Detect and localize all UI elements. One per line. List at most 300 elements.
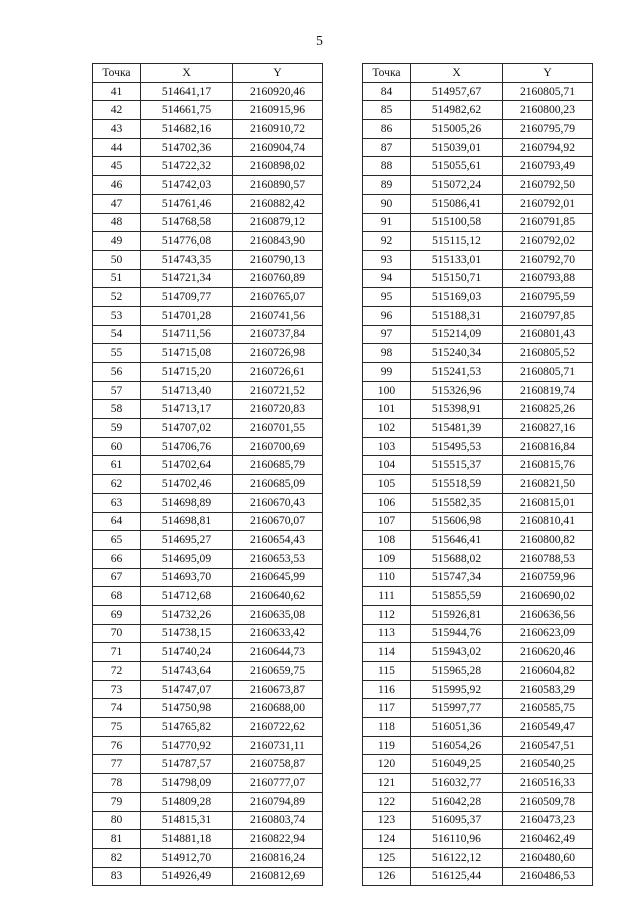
point-number-cell: 57 <box>93 381 141 400</box>
x-coordinate-cell: 514798,09 <box>141 774 233 793</box>
table-row <box>363 120 593 139</box>
x-coordinate-cell: 514715,08 <box>141 344 233 363</box>
table-row <box>363 138 593 157</box>
y-coordinate-cell: 2160653,53 <box>233 549 323 568</box>
point-number-cell: 74 <box>93 699 141 718</box>
table-row <box>93 475 323 494</box>
table-row <box>363 250 593 269</box>
y-coordinate-cell: 2160722,62 <box>233 718 323 737</box>
x-coordinate-cell: 514702,36 <box>141 138 233 157</box>
x-coordinate-cell: 515005,26 <box>411 120 503 139</box>
y-coordinate-cell: 2160549,47 <box>503 718 593 737</box>
point-number-cell: 112 <box>363 605 411 624</box>
x-coordinate-cell: 514912,70 <box>141 848 233 867</box>
x-coordinate-cell: 514881,18 <box>141 830 233 849</box>
point-number-cell: 103 <box>363 437 411 456</box>
y-coordinate-cell: 2160805,52 <box>503 344 593 363</box>
x-coordinate-cell: 514722,32 <box>141 157 233 176</box>
table-row <box>93 662 323 681</box>
x-coordinate-cell: 514957,67 <box>411 82 503 101</box>
point-number-cell: 82 <box>93 848 141 867</box>
y-coordinate-cell: 2160623,09 <box>503 624 593 643</box>
y-coordinate-cell: 2160793,49 <box>503 157 593 176</box>
point-number-cell: 61 <box>93 456 141 475</box>
y-coordinate-cell: 2160700,69 <box>233 437 323 456</box>
point-number-cell: 66 <box>93 549 141 568</box>
y-coordinate-cell: 2160915,96 <box>233 101 323 120</box>
table-row <box>93 157 323 176</box>
point-number-cell: 51 <box>93 269 141 288</box>
x-coordinate-cell: 515747,34 <box>411 568 503 587</box>
table-row <box>363 848 593 867</box>
y-coordinate-cell: 2160462,49 <box>503 830 593 849</box>
point-number-cell: 95 <box>363 288 411 307</box>
table-row <box>363 568 593 587</box>
x-coordinate-cell: 515646,41 <box>411 531 503 550</box>
point-number-cell: 67 <box>93 568 141 587</box>
table-row <box>93 531 323 550</box>
x-coordinate-cell: 515100,58 <box>411 213 503 232</box>
x-coordinate-cell: 515055,61 <box>411 157 503 176</box>
point-number-cell: 101 <box>363 400 411 419</box>
table-row <box>93 624 323 643</box>
x-coordinate-cell: 515481,39 <box>411 419 503 438</box>
point-number-cell: 77 <box>93 755 141 774</box>
y-coordinate-cell: 2160741,56 <box>233 306 323 325</box>
table-row <box>93 363 323 382</box>
y-coordinate-cell: 2160904,74 <box>233 138 323 157</box>
y-coordinate-cell: 2160910,72 <box>233 120 323 139</box>
x-coordinate-cell: 514713,17 <box>141 400 233 419</box>
x-coordinate-cell: 514661,75 <box>141 101 233 120</box>
x-coordinate-cell: 514926,49 <box>141 867 233 886</box>
point-number-cell: 122 <box>363 792 411 811</box>
x-coordinate-cell: 514815,31 <box>141 811 233 830</box>
point-number-cell: 72 <box>93 662 141 681</box>
x-coordinate-cell: 515926,81 <box>411 605 503 624</box>
point-number-cell: 99 <box>363 363 411 382</box>
y-coordinate-cell: 2160843,90 <box>233 232 323 251</box>
y-coordinate-cell: 2160816,24 <box>233 848 323 867</box>
table-row <box>363 437 593 456</box>
x-coordinate-cell: 514711,56 <box>141 325 233 344</box>
x-coordinate-cell: 514706,76 <box>141 437 233 456</box>
x-coordinate-cell: 515072,24 <box>411 176 503 195</box>
y-coordinate-cell: 2160620,46 <box>503 643 593 662</box>
point-number-cell: 124 <box>363 830 411 849</box>
point-number-cell: 115 <box>363 662 411 681</box>
table-row <box>363 549 593 568</box>
table-row <box>93 867 323 886</box>
point-number-cell: 50 <box>93 250 141 269</box>
point-number-cell: 75 <box>93 718 141 737</box>
table-row <box>93 811 323 830</box>
point-number-cell: 52 <box>93 288 141 307</box>
page-number: 5 <box>316 33 323 48</box>
x-coordinate-cell: 515086,41 <box>411 194 503 213</box>
header-y: Y <box>233 64 323 83</box>
y-coordinate-cell: 2160473,23 <box>503 811 593 830</box>
point-number-cell: 45 <box>93 157 141 176</box>
x-coordinate-cell: 514695,27 <box>141 531 233 550</box>
x-coordinate-cell: 516032,77 <box>411 774 503 793</box>
point-number-cell: 87 <box>363 138 411 157</box>
y-coordinate-cell: 2160640,62 <box>233 587 323 606</box>
y-coordinate-cell: 2160791,85 <box>503 213 593 232</box>
header-x: X <box>141 64 233 83</box>
point-number-cell: 109 <box>363 549 411 568</box>
table-row <box>363 101 593 120</box>
x-coordinate-cell: 514761,46 <box>141 194 233 213</box>
point-number-cell: 123 <box>363 811 411 830</box>
y-coordinate-cell: 2160827,16 <box>503 419 593 438</box>
x-coordinate-cell: 514702,46 <box>141 475 233 494</box>
y-coordinate-cell: 2160815,01 <box>503 493 593 512</box>
x-coordinate-cell: 515398,91 <box>411 400 503 419</box>
x-coordinate-cell: 514693,70 <box>141 568 233 587</box>
table-row <box>93 213 323 232</box>
point-number-cell: 76 <box>93 736 141 755</box>
table-row <box>93 755 323 774</box>
point-number-cell: 121 <box>363 774 411 793</box>
x-coordinate-cell: 514715,20 <box>141 363 233 382</box>
y-coordinate-cell: 2160788,53 <box>503 549 593 568</box>
table-row <box>93 587 323 606</box>
table-row <box>363 605 593 624</box>
table-row <box>363 194 593 213</box>
table-row <box>93 419 323 438</box>
table-row <box>93 774 323 793</box>
y-coordinate-cell: 2160635,08 <box>233 605 323 624</box>
y-coordinate-cell: 2160792,01 <box>503 194 593 213</box>
x-coordinate-cell: 514738,15 <box>141 624 233 643</box>
point-number-cell: 70 <box>93 624 141 643</box>
point-number-cell: 102 <box>363 419 411 438</box>
y-coordinate-cell: 2160690,02 <box>503 587 593 606</box>
table-row <box>363 587 593 606</box>
y-coordinate-cell: 2160920,46 <box>233 82 323 101</box>
table-row <box>93 568 323 587</box>
x-coordinate-cell: 516054,26 <box>411 736 503 755</box>
table-row <box>363 811 593 830</box>
point-number-cell: 53 <box>93 306 141 325</box>
y-coordinate-cell: 2160794,92 <box>503 138 593 157</box>
table-row <box>363 288 593 307</box>
point-number-cell: 63 <box>93 493 141 512</box>
x-coordinate-cell: 515965,28 <box>411 662 503 681</box>
x-coordinate-cell: 515995,92 <box>411 680 503 699</box>
point-number-cell: 113 <box>363 624 411 643</box>
point-number-cell: 117 <box>363 699 411 718</box>
table-row <box>93 493 323 512</box>
table-row <box>93 325 323 344</box>
table-row <box>93 176 323 195</box>
point-number-cell: 92 <box>363 232 411 251</box>
x-coordinate-cell: 516125,44 <box>411 867 503 886</box>
y-coordinate-cell: 2160793,88 <box>503 269 593 288</box>
table-row <box>363 176 593 195</box>
x-coordinate-cell: 515944,76 <box>411 624 503 643</box>
x-coordinate-cell: 515943,02 <box>411 643 503 662</box>
table-row <box>93 699 323 718</box>
point-number-cell: 84 <box>363 82 411 101</box>
x-coordinate-cell: 514698,89 <box>141 493 233 512</box>
x-coordinate-cell: 514747,07 <box>141 680 233 699</box>
table-row <box>93 848 323 867</box>
point-number-cell: 58 <box>93 400 141 419</box>
y-coordinate-cell: 2160480,60 <box>503 848 593 867</box>
x-coordinate-cell: 515240,34 <box>411 344 503 363</box>
x-coordinate-cell: 514695,09 <box>141 549 233 568</box>
y-coordinate-cell: 2160790,13 <box>233 250 323 269</box>
point-number-cell: 100 <box>363 381 411 400</box>
x-coordinate-cell: 516110,96 <box>411 830 503 849</box>
point-number-cell: 106 <box>363 493 411 512</box>
x-coordinate-cell: 514732,26 <box>141 605 233 624</box>
y-coordinate-cell: 2160721,52 <box>233 381 323 400</box>
x-coordinate-cell: 515214,09 <box>411 325 503 344</box>
point-number-cell: 46 <box>93 176 141 195</box>
table-row <box>93 232 323 251</box>
table-row <box>363 718 593 737</box>
point-number-cell: 85 <box>363 101 411 120</box>
table-row <box>363 306 593 325</box>
table-row <box>93 736 323 755</box>
x-coordinate-cell: 514682,16 <box>141 120 233 139</box>
x-coordinate-cell: 514721,34 <box>141 269 233 288</box>
y-coordinate-cell: 2160688,00 <box>233 699 323 718</box>
y-coordinate-cell: 2160670,07 <box>233 512 323 531</box>
table-row <box>93 250 323 269</box>
point-number-cell: 43 <box>93 120 141 139</box>
y-coordinate-cell: 2160547,51 <box>503 736 593 755</box>
x-coordinate-cell: 515855,59 <box>411 587 503 606</box>
point-number-cell: 88 <box>363 157 411 176</box>
table-row <box>363 82 593 101</box>
y-coordinate-cell: 2160737,84 <box>233 325 323 344</box>
point-number-cell: 68 <box>93 587 141 606</box>
header-x: X <box>411 64 503 83</box>
y-coordinate-cell: 2160670,43 <box>233 493 323 512</box>
x-coordinate-cell: 515515,37 <box>411 456 503 475</box>
coordinates-table-right <box>362 63 593 886</box>
x-coordinate-cell: 514740,24 <box>141 643 233 662</box>
x-coordinate-cell: 514982,62 <box>411 101 503 120</box>
point-number-cell: 97 <box>363 325 411 344</box>
point-number-cell: 42 <box>93 101 141 120</box>
header-point: Точка <box>363 64 411 83</box>
y-coordinate-cell: 2160795,59 <box>503 288 593 307</box>
y-coordinate-cell: 2160644,73 <box>233 643 323 662</box>
point-number-cell: 80 <box>93 811 141 830</box>
y-coordinate-cell: 2160604,82 <box>503 662 593 681</box>
table-row <box>93 512 323 531</box>
y-coordinate-cell: 2160825,26 <box>503 400 593 419</box>
point-number-cell: 98 <box>363 344 411 363</box>
x-coordinate-cell: 515115,12 <box>411 232 503 251</box>
x-coordinate-cell: 514641,17 <box>141 82 233 101</box>
table-header-row <box>93 64 323 83</box>
y-coordinate-cell: 2160794,89 <box>233 792 323 811</box>
y-coordinate-cell: 2160636,56 <box>503 605 593 624</box>
table-row <box>93 549 323 568</box>
x-coordinate-cell: 514750,98 <box>141 699 233 718</box>
table-row <box>363 400 593 419</box>
table-body-left <box>93 82 323 886</box>
y-coordinate-cell: 2160659,75 <box>233 662 323 681</box>
point-number-cell: 81 <box>93 830 141 849</box>
y-coordinate-cell: 2160633,42 <box>233 624 323 643</box>
y-coordinate-cell: 2160792,02 <box>503 232 593 251</box>
y-coordinate-cell: 2160509,78 <box>503 792 593 811</box>
point-number-cell: 108 <box>363 531 411 550</box>
y-coordinate-cell: 2160516,33 <box>503 774 593 793</box>
table-row <box>93 269 323 288</box>
table-row <box>363 792 593 811</box>
point-number-cell: 62 <box>93 475 141 494</box>
y-coordinate-cell: 2160760,89 <box>233 269 323 288</box>
table-row <box>93 194 323 213</box>
y-coordinate-cell: 2160685,09 <box>233 475 323 494</box>
x-coordinate-cell: 514765,82 <box>141 718 233 737</box>
x-coordinate-cell: 514707,02 <box>141 419 233 438</box>
y-coordinate-cell: 2160585,75 <box>503 699 593 718</box>
point-number-cell: 79 <box>93 792 141 811</box>
x-coordinate-cell: 514713,40 <box>141 381 233 400</box>
table-row <box>93 718 323 737</box>
y-coordinate-cell: 2160758,87 <box>233 755 323 774</box>
y-coordinate-cell: 2160726,98 <box>233 344 323 363</box>
table-row <box>363 456 593 475</box>
x-coordinate-cell: 515326,96 <box>411 381 503 400</box>
point-number-cell: 104 <box>363 456 411 475</box>
point-number-cell: 114 <box>363 643 411 662</box>
point-number-cell: 118 <box>363 718 411 737</box>
point-number-cell: 110 <box>363 568 411 587</box>
point-number-cell: 78 <box>93 774 141 793</box>
table-row <box>363 475 593 494</box>
point-number-cell: 111 <box>363 587 411 606</box>
y-coordinate-cell: 2160583,29 <box>503 680 593 699</box>
y-coordinate-cell: 2160792,70 <box>503 250 593 269</box>
x-coordinate-cell: 515150,71 <box>411 269 503 288</box>
point-number-cell: 90 <box>363 194 411 213</box>
y-coordinate-cell: 2160821,50 <box>503 475 593 494</box>
point-number-cell: 86 <box>363 120 411 139</box>
x-coordinate-cell: 516051,36 <box>411 718 503 737</box>
table-row <box>93 381 323 400</box>
x-coordinate-cell: 516042,28 <box>411 792 503 811</box>
table-row <box>363 680 593 699</box>
y-coordinate-cell: 2160882,42 <box>233 194 323 213</box>
table-row <box>93 605 323 624</box>
point-number-cell: 120 <box>363 755 411 774</box>
x-coordinate-cell: 516095,37 <box>411 811 503 830</box>
point-number-cell: 94 <box>363 269 411 288</box>
x-coordinate-cell: 514701,28 <box>141 306 233 325</box>
point-number-cell: 83 <box>93 867 141 886</box>
x-coordinate-cell: 514743,35 <box>141 250 233 269</box>
table-row <box>93 306 323 325</box>
point-number-cell: 49 <box>93 232 141 251</box>
y-coordinate-cell: 2160685,79 <box>233 456 323 475</box>
table-row <box>363 755 593 774</box>
point-number-cell: 71 <box>93 643 141 662</box>
point-number-cell: 69 <box>93 605 141 624</box>
point-number-cell: 44 <box>93 138 141 157</box>
point-number-cell: 65 <box>93 531 141 550</box>
y-coordinate-cell: 2160822,94 <box>233 830 323 849</box>
y-coordinate-cell: 2160486,53 <box>503 867 593 886</box>
point-number-cell: 107 <box>363 512 411 531</box>
table-row <box>363 213 593 232</box>
x-coordinate-cell: 515241,53 <box>411 363 503 382</box>
y-coordinate-cell: 2160654,43 <box>233 531 323 550</box>
x-coordinate-cell: 515169,03 <box>411 288 503 307</box>
table-row <box>93 680 323 699</box>
y-coordinate-cell: 2160800,23 <box>503 101 593 120</box>
x-coordinate-cell: 516049,25 <box>411 755 503 774</box>
point-number-cell: 47 <box>93 194 141 213</box>
y-coordinate-cell: 2160673,87 <box>233 680 323 699</box>
point-number-cell: 89 <box>363 176 411 195</box>
point-number-cell: 54 <box>93 325 141 344</box>
table-row <box>363 830 593 849</box>
table-row <box>363 363 593 382</box>
x-coordinate-cell: 514743,64 <box>141 662 233 681</box>
x-coordinate-cell: 515188,31 <box>411 306 503 325</box>
point-number-cell: 119 <box>363 736 411 755</box>
y-coordinate-cell: 2160805,71 <box>503 82 593 101</box>
y-coordinate-cell: 2160765,07 <box>233 288 323 307</box>
point-number-cell: 125 <box>363 848 411 867</box>
y-coordinate-cell: 2160812,69 <box>233 867 323 886</box>
point-number-cell: 48 <box>93 213 141 232</box>
point-number-cell: 116 <box>363 680 411 699</box>
table-row <box>363 344 593 363</box>
y-coordinate-cell: 2160898,02 <box>233 157 323 176</box>
table-row <box>93 138 323 157</box>
x-coordinate-cell: 515688,02 <box>411 549 503 568</box>
y-coordinate-cell: 2160805,71 <box>503 363 593 382</box>
x-coordinate-cell: 515582,35 <box>411 493 503 512</box>
point-number-cell: 73 <box>93 680 141 699</box>
x-coordinate-cell: 514787,57 <box>141 755 233 774</box>
x-coordinate-cell: 516122,12 <box>411 848 503 867</box>
y-coordinate-cell: 2160879,12 <box>233 213 323 232</box>
y-coordinate-cell: 2160815,76 <box>503 456 593 475</box>
y-coordinate-cell: 2160810,41 <box>503 512 593 531</box>
table-row <box>363 662 593 681</box>
y-coordinate-cell: 2160777,07 <box>233 774 323 793</box>
y-coordinate-cell: 2160701,55 <box>233 419 323 438</box>
point-number-cell: 59 <box>93 419 141 438</box>
y-coordinate-cell: 2160759,96 <box>503 568 593 587</box>
x-coordinate-cell: 514709,77 <box>141 288 233 307</box>
x-coordinate-cell: 515133,01 <box>411 250 503 269</box>
table-row <box>93 792 323 811</box>
y-coordinate-cell: 2160540,25 <box>503 755 593 774</box>
y-coordinate-cell: 2160819,74 <box>503 381 593 400</box>
x-coordinate-cell: 514712,68 <box>141 587 233 606</box>
table-row <box>93 101 323 120</box>
y-coordinate-cell: 2160801,43 <box>503 325 593 344</box>
table-row <box>93 643 323 662</box>
x-coordinate-cell: 514742,03 <box>141 176 233 195</box>
y-coordinate-cell: 2160726,61 <box>233 363 323 382</box>
x-coordinate-cell: 514809,28 <box>141 792 233 811</box>
table-row <box>93 288 323 307</box>
